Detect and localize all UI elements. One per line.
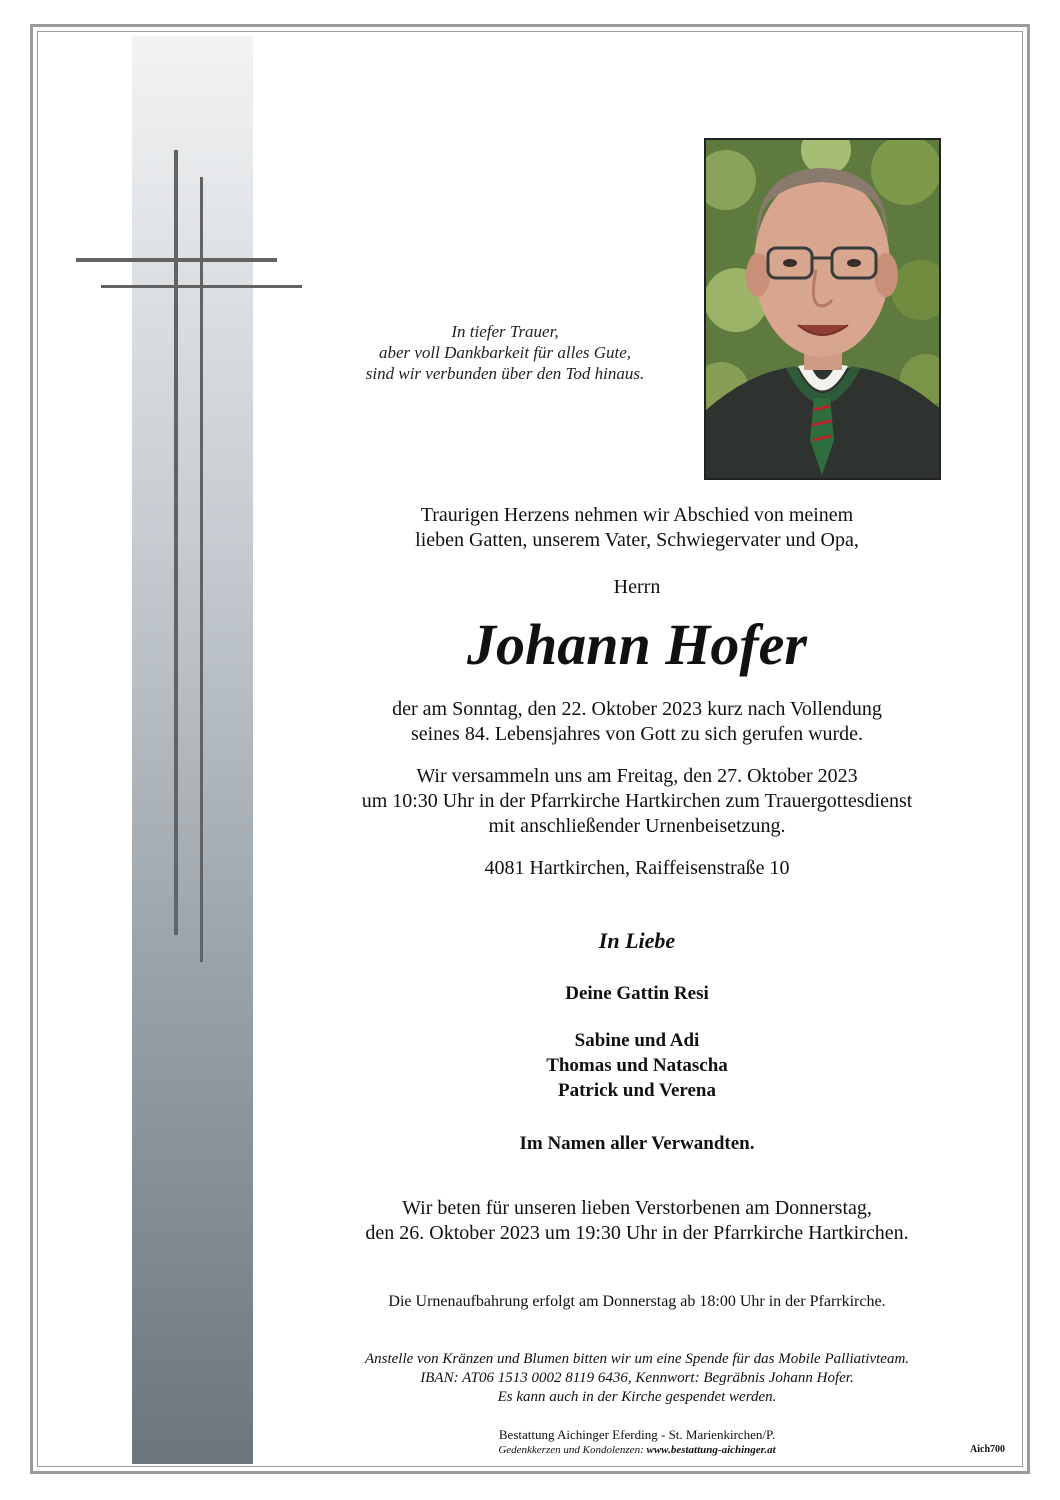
service-line: Wir versammeln uns am Freitag, den 27. Oktober 2023 — [416, 765, 858, 787]
condolence-line — [330, 1443, 944, 1457]
salutation: Herrn — [613, 576, 661, 598]
viewing-note: Die Urnenaufbahrung erfolgt am Donnerstag ab 18:00 Uhr in der Pfarrkirche. — [388, 1293, 886, 1310]
death-line: der am Sonntag, den 22. Oktober 2023 kurz nach Vollendung — [392, 698, 882, 720]
donation-line: Es kann auch in der Kirche gespendet werden. — [497, 1389, 777, 1405]
quote-line: sind wir verbunden über den Tod hinaus. — [365, 364, 645, 383]
portrait-photo — [704, 138, 941, 480]
donation-line: Anstelle von Kränzen und Blumen bitten wir um eine Spende für das Mobile Palliativteam. — [364, 1351, 910, 1367]
donation-line: IBAN: AT06 1513 0002 8119 6436, Kennwort: Begräbnis Johann Hofer. — [420, 1370, 854, 1386]
mourner-wife: Deine Gattin Resi — [565, 983, 709, 1004]
website-link[interactable]: www.bestattung-aichinger.at — [646, 1444, 776, 1456]
mourner-relatives: Im Namen aller Verwandten. — [519, 1133, 755, 1154]
intro-line: Traurigen Herzens nehmen wir Abschied von meinem — [420, 504, 854, 526]
quote-line: In tiefer Trauer, — [451, 322, 559, 341]
donation-note — [330, 1350, 944, 1407]
mourner-child: Thomas und Natascha — [546, 1055, 728, 1076]
mourning-quote — [330, 321, 680, 384]
service-line: um 10:30 Uhr in der Pfarrkirche Hartkirchen zum Trauergottesdienst — [361, 790, 913, 812]
condolence-label: Gedenkkerzen und Kondolenzen: — [498, 1444, 644, 1456]
template-code: Aich700 — [970, 1444, 1005, 1455]
mourner-child: Sabine und Adi — [574, 1030, 700, 1051]
gradient-stripe — [132, 36, 253, 1464]
mourner-child: Patrick und Verena — [557, 1080, 716, 1101]
mourner-children — [330, 1028, 944, 1103]
death-line: seines 84. Lebensjahres von Gott zu sich gerufen wurde. — [410, 723, 864, 745]
prayer-line: Wir beten für unseren lieben Verstorbenen am Donnerstag, — [402, 1197, 872, 1219]
intro-line: lieben Gatten, unserem Vater, Schwiegervater und Opa, — [415, 529, 859, 551]
quote-line: aber voll Dankbarkeit für alles Gute, — [378, 343, 632, 362]
prayer-line: den 26. Oktober 2023 um 19:30 Uhr in der Pfarrkirche Hartkirchen. — [365, 1222, 909, 1244]
deceased-name: Johann Hofer — [466, 612, 807, 677]
in-love-heading: In Liebe — [598, 928, 676, 953]
intro-text — [330, 503, 944, 553]
undertaker-name: Bestattung Aichinger Eferding - St. Marienkirchen/P. — [498, 1427, 776, 1442]
address: 4081 Hartkirchen, Raiffeisenstraße 10 — [484, 857, 790, 879]
service-line: mit anschließender Urnenbeisetzung. — [488, 815, 786, 837]
death-text — [330, 697, 944, 747]
service-text — [330, 764, 944, 839]
prayer-text — [330, 1196, 944, 1246]
